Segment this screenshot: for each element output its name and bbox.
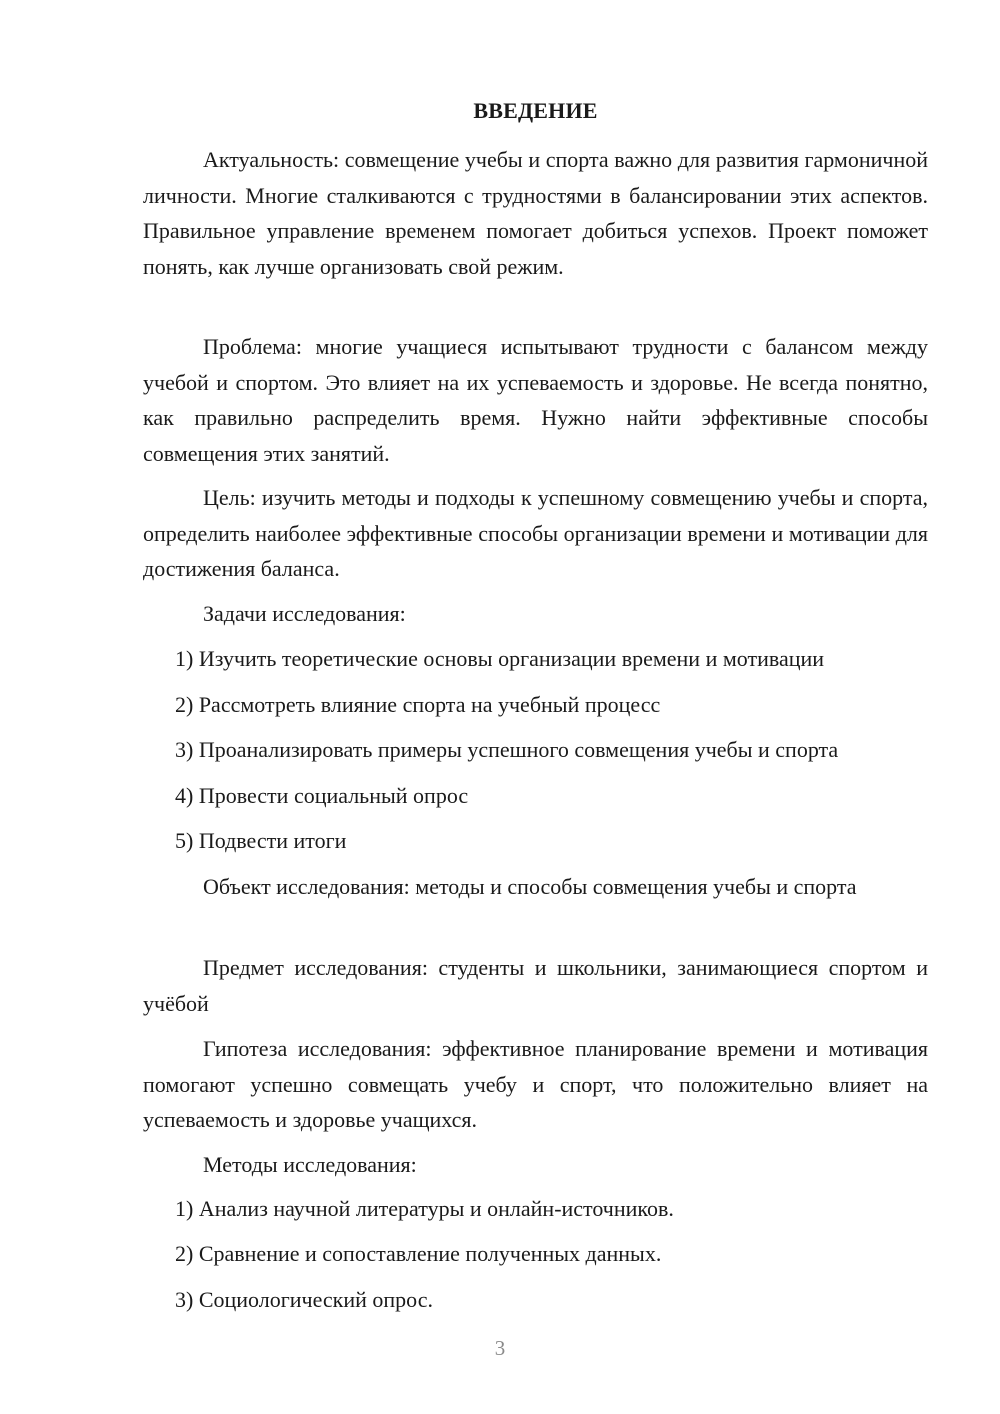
relevance-paragraph: Актуальность: совмещение учебы и спорта важно для развития гармоничной личности. Многие сталкиваются с трудностями в балансировании этих аспектов. Правильное управление временем помогает добиться успехов. Проект поможет понять, как лучше организовать свой режим.	[143, 147, 928, 279]
task-item-4: 4) Провести социальный опрос	[175, 783, 469, 808]
method-item-2: 2) Сравнение и сопоставление полученных данных.	[175, 1241, 662, 1266]
task-item-2: 2) Рассмотреть влияние спорта на учебный процесс	[175, 692, 661, 717]
subject-paragraph: Предмет исследования: студенты и школьники, занимающиеся спортом и учёбой	[143, 955, 928, 1016]
problem-paragraph: Проблема: многие учащиеся испытывают трудности с балансом между учебой и спортом. Это влияет на их успеваемость и здоровье. Не всегда понятно, как правильно распределить время. Нужно найти эффективные способы совмещения этих занятий.	[143, 334, 928, 466]
methods-heading: Методы исследования:	[203, 1152, 417, 1177]
goal-paragraph: Цель: изучить методы и подходы к успешному совмещению учебы и спорта, определить наиболее эффективные способы организации времени и мотивации для достижения баланса.	[143, 485, 928, 581]
object-paragraph: Объект исследования: методы и способы совмещения учебы и спорта	[203, 874, 857, 899]
page-title: ВВЕДЕНИЕ	[473, 98, 598, 123]
method-item-1: 1) Анализ научной литературы и онлайн-источников.	[175, 1196, 674, 1221]
tasks-heading: Задачи исследования:	[203, 601, 406, 626]
task-item-1: 1) Изучить теоретические основы организации времени и мотивации	[175, 646, 825, 671]
task-item-3: 3) Проанализировать примеры успешного совмещения учебы и спорта	[175, 737, 839, 762]
task-item-5: 5) Подвести итоги	[175, 828, 347, 853]
page-number: 3	[494, 1336, 506, 1360]
method-item-3: 3) Социологический опрос.	[175, 1287, 433, 1312]
hypothesis-paragraph: Гипотеза исследования: эффективное планирование времени и мотивация помогают успешно совмещать учебу и спорт, что положительно влияет на успеваемость и здоровье учащихся.	[143, 1036, 928, 1132]
